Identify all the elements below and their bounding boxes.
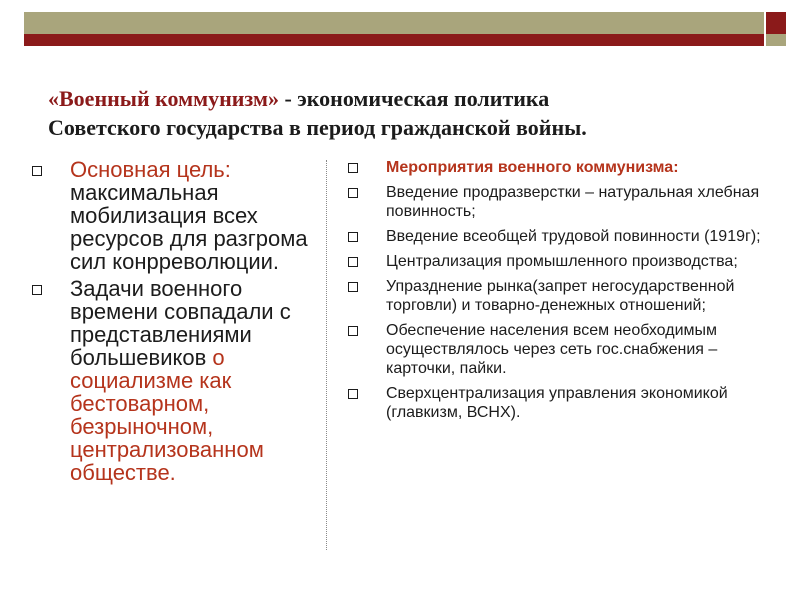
tasks-red-text: о социализме как бестоварном, безрыночном, централизованном обществе. <box>70 345 264 485</box>
measures-heading-text: Мероприятия военного коммунизма: <box>386 159 679 176</box>
square-bullet-icon <box>348 282 358 292</box>
square-bullet-icon <box>348 188 358 198</box>
measure-item <box>346 227 786 246</box>
measures-heading <box>346 158 786 177</box>
header-square-red <box>766 12 786 34</box>
square-bullet-icon <box>348 163 358 173</box>
square-bullet-icon <box>348 326 358 336</box>
measure-item <box>346 277 786 315</box>
measure-item-text: Упразднение рынка(запрет негосударственной торговли) и товарно-денежных отношений; <box>386 278 735 314</box>
measure-item <box>346 384 786 422</box>
measure-item <box>346 321 786 378</box>
title-rest-line1: - экономическая политика <box>278 86 550 111</box>
title-line2: Советского государства в период гражданской войны. <box>48 115 587 140</box>
measure-item-text: Обеспечение населения всем необходимым осуществлялось через сеть гос.снабжения – карточки, пайки. <box>386 322 718 377</box>
header-bar-olive <box>24 12 764 34</box>
square-bullet-icon <box>348 389 358 399</box>
right-column <box>346 158 786 428</box>
measure-item <box>346 183 786 221</box>
measure-item <box>346 252 786 271</box>
title-highlight: «Военный коммунизм» <box>48 86 279 111</box>
left-column <box>30 158 322 488</box>
header-bar-red <box>24 34 764 46</box>
square-bullet-icon <box>348 257 358 267</box>
header-square-olive <box>766 34 786 46</box>
measure-item-text: Централизация промышленного производства; <box>386 253 738 270</box>
measure-item-text: Введение всеобщей трудовой повинности (1919г); <box>386 228 761 245</box>
left-bullet-goal <box>30 158 322 273</box>
measure-item-text: Сверхцентрализация управления экономикой (главкизм, ВСНХ). <box>386 385 728 421</box>
goal-text: максимальная мобилизация всех ресурсов для разгрома сил конрреволюции. <box>70 180 308 274</box>
square-bullet-icon <box>348 232 358 242</box>
measure-item-text: Введение продразверстки – натуральная хлебная повинность; <box>386 184 760 220</box>
left-bullet-tasks <box>30 277 322 484</box>
slide-title <box>48 84 768 142</box>
square-bullet-icon <box>32 285 42 295</box>
column-divider <box>326 160 327 550</box>
square-bullet-icon <box>32 166 42 176</box>
goal-label: Основная цель: <box>70 157 231 182</box>
tasks-text: Задачи военного времени совпадали с представлениями большевиков <box>70 276 291 370</box>
